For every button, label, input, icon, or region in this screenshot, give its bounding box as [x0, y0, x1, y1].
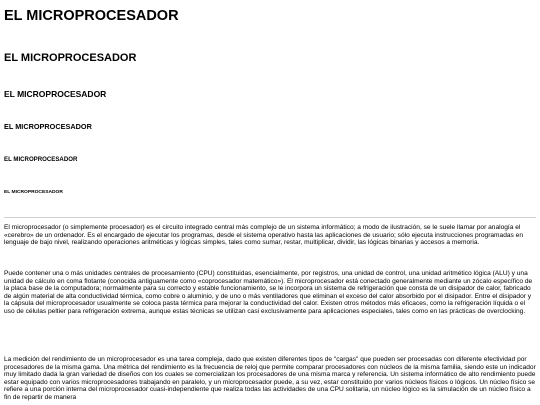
heading-level-5: EL MICROPROCESADOR	[4, 156, 78, 163]
heading-level-2: EL MICROPROCESADOR	[4, 52, 137, 64]
paragraph-performance: La medición del rendimiento de un microprocesador es una tarea compleja, dado que existen diferentes tipos de "cargas" que pueden ser procesadas con diferente efectividad por procesadores de la misma gama. Una métrica del rendimiento es la frecuencia de reloj que permite comparar procesadores con núcleos de la misma familia, siendo este un indicador muy limitado dada la gran variedad de diseños con los cuales se comercializan los procesadores de una misma marca y referencia. Un sistema informático de alto rendimiento puede estar equipado con varios microprocesadores trabajando en paralelo, y un microprocesador puede, a su vez, estar constituido por varios núcleos físicos o lógicos. Un núcleo físico se refiere a una porción interna del microprocesador cuasi-independiente que realiza todas las actividades de una CPU solitaria, un núcleo lógico es la simulación de un núcleo físico a fin de repartir de manera	[4, 356, 536, 401]
paragraph-cpu-units: Puede contener una o más unidades centrales de procesamiento (CPU) constituidas, esencialmente, por registros, una unidad de control, una unidad aritmético lógica (ALU) y una unidad de cálculo en coma flotante (conocida antiguamente como «coprocesador matemático»). El microprocesador está conectado generalmente mediante un zócalo específico de la placa base de la computadora; normalmente para su correcto y estable funcionamiento, se le incorpora un sistema de refrigeración que consta de un disipador de calor, fabricado de algún material de alta conductividad térmica, como cobre o aluminio, y de uno o más ventiladores que eliminan el exceso del calor absorbido por el disipador. Entre el disipador y la cápsula del microprocesador usualmente se coloca pasta térmica para mejorar la conductividad del calor. Existen otros métodos más eficaces, como la refrigeración líquida o el uso de células peltier para refrigeración extrema, aunque estas técnicas se utilizan casi exclusivamente para aplicaciones especiales, tales como en las prácticas de overclocking.	[4, 270, 533, 315]
horizontal-divider	[4, 217, 536, 218]
heading-level-6: EL MICROPROCESADOR	[4, 190, 63, 195]
heading-level-3: EL MICROPROCESADOR	[4, 89, 107, 99]
heading-level-4: EL MICROPROCESADOR	[4, 122, 92, 131]
paragraph-intro: El microprocesador (o simplemente procesador) es el circuito integrado central más complejo de un sistema informático; a modo de ilustración, se le suele llamar por analogía el «cerebro» de un ordenador. Es el encargado de ejecutar los programas, desde el sistema operativo hasta las aplicaciones de usuario; sólo ejecuta instrucciones programadas en lenguaje de bajo nivel, realizando operaciones aritméticas y lógicas simples, tales como sumar, restar, multiplicar, dividir, las lógicas binarias y accesos a memoria.	[4, 224, 524, 247]
heading-level-1: EL MICROPROCESADOR	[4, 8, 179, 24]
